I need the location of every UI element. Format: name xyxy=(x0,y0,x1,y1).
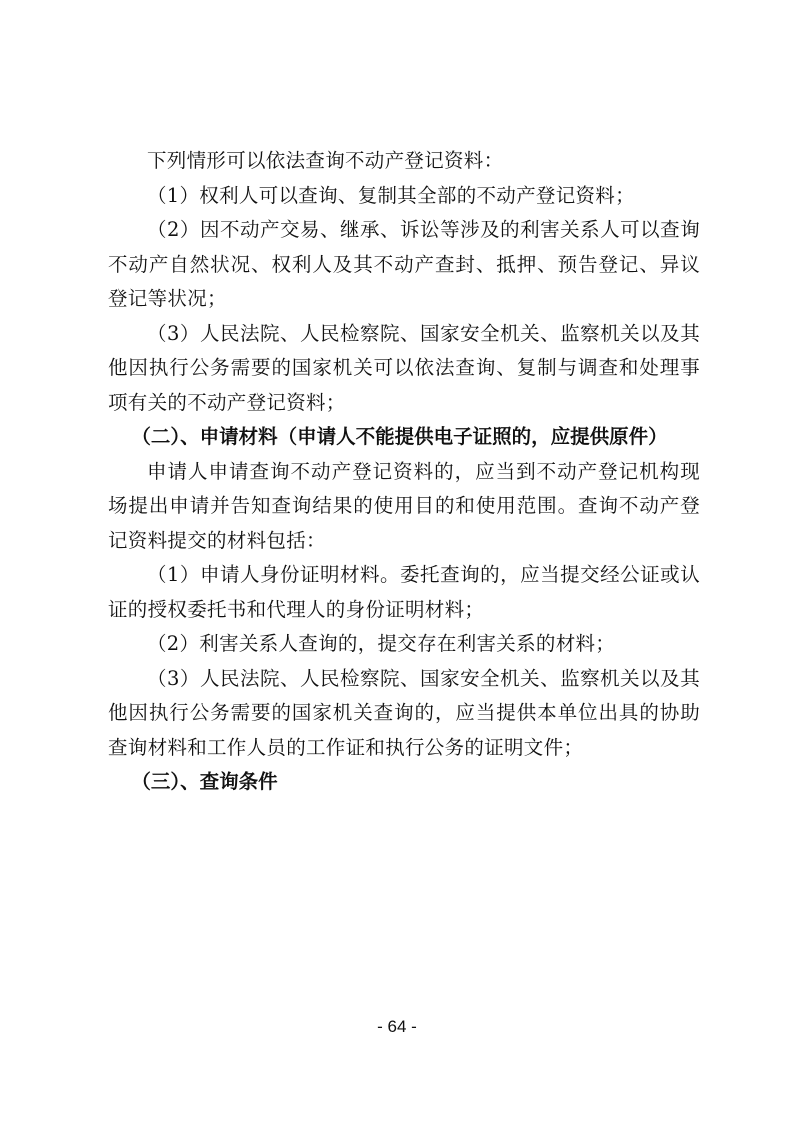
application-paragraph: 申请人申请查询不动产登记资料的，应当到不动产登记机构现场提出申请并告知查询结果的使用目的和使用范围。查询不动产登记资料提交的材料包括： xyxy=(108,459,700,552)
list-item: （3）人民法院、人民检察院、国家安全机关、监察机关以及其他因执行公务需要的国家机关查询的，应当提供本单位出具的协助查询材料和工作人员的工作证和执行公务的证明文件； xyxy=(108,666,700,759)
document-body xyxy=(108,144,700,800)
intro-paragraph: 下列情形可以依法查询不动产登记资料： xyxy=(147,149,504,172)
list-item: （1）申请人身份证明材料。委托查询的，应当提交经公证或认证的授权委托书和代理人的身份证明材料； xyxy=(108,563,700,621)
section-heading-application-materials: （二）、申请材料（申请人不能提供电子证照的，应提供原件） xyxy=(131,425,668,448)
list-item: （3）人民法院、人民检察院、国家安全机关、监察机关以及其他因执行公务需要的国家机关可以依法查询、复制与调查和处理事项有关的不动产登记资料； xyxy=(108,321,700,414)
list-item: （1）权利人可以查询、复制其全部的不动产登记资料； xyxy=(147,183,635,207)
list-item: （2）利害关系人查询的，提交存在利害关系的材料； xyxy=(147,632,616,655)
section-heading-query-conditions: （三）、查询条件 xyxy=(131,770,278,793)
page-number: - 64 - xyxy=(377,1017,417,1036)
list-item: （2）因不动产交易、继承、诉讼等涉及的利害关系人可以查询不动产自然状况、权利人及其不动产查封、抵押、预告登记、异议登记等状况； xyxy=(108,218,700,310)
